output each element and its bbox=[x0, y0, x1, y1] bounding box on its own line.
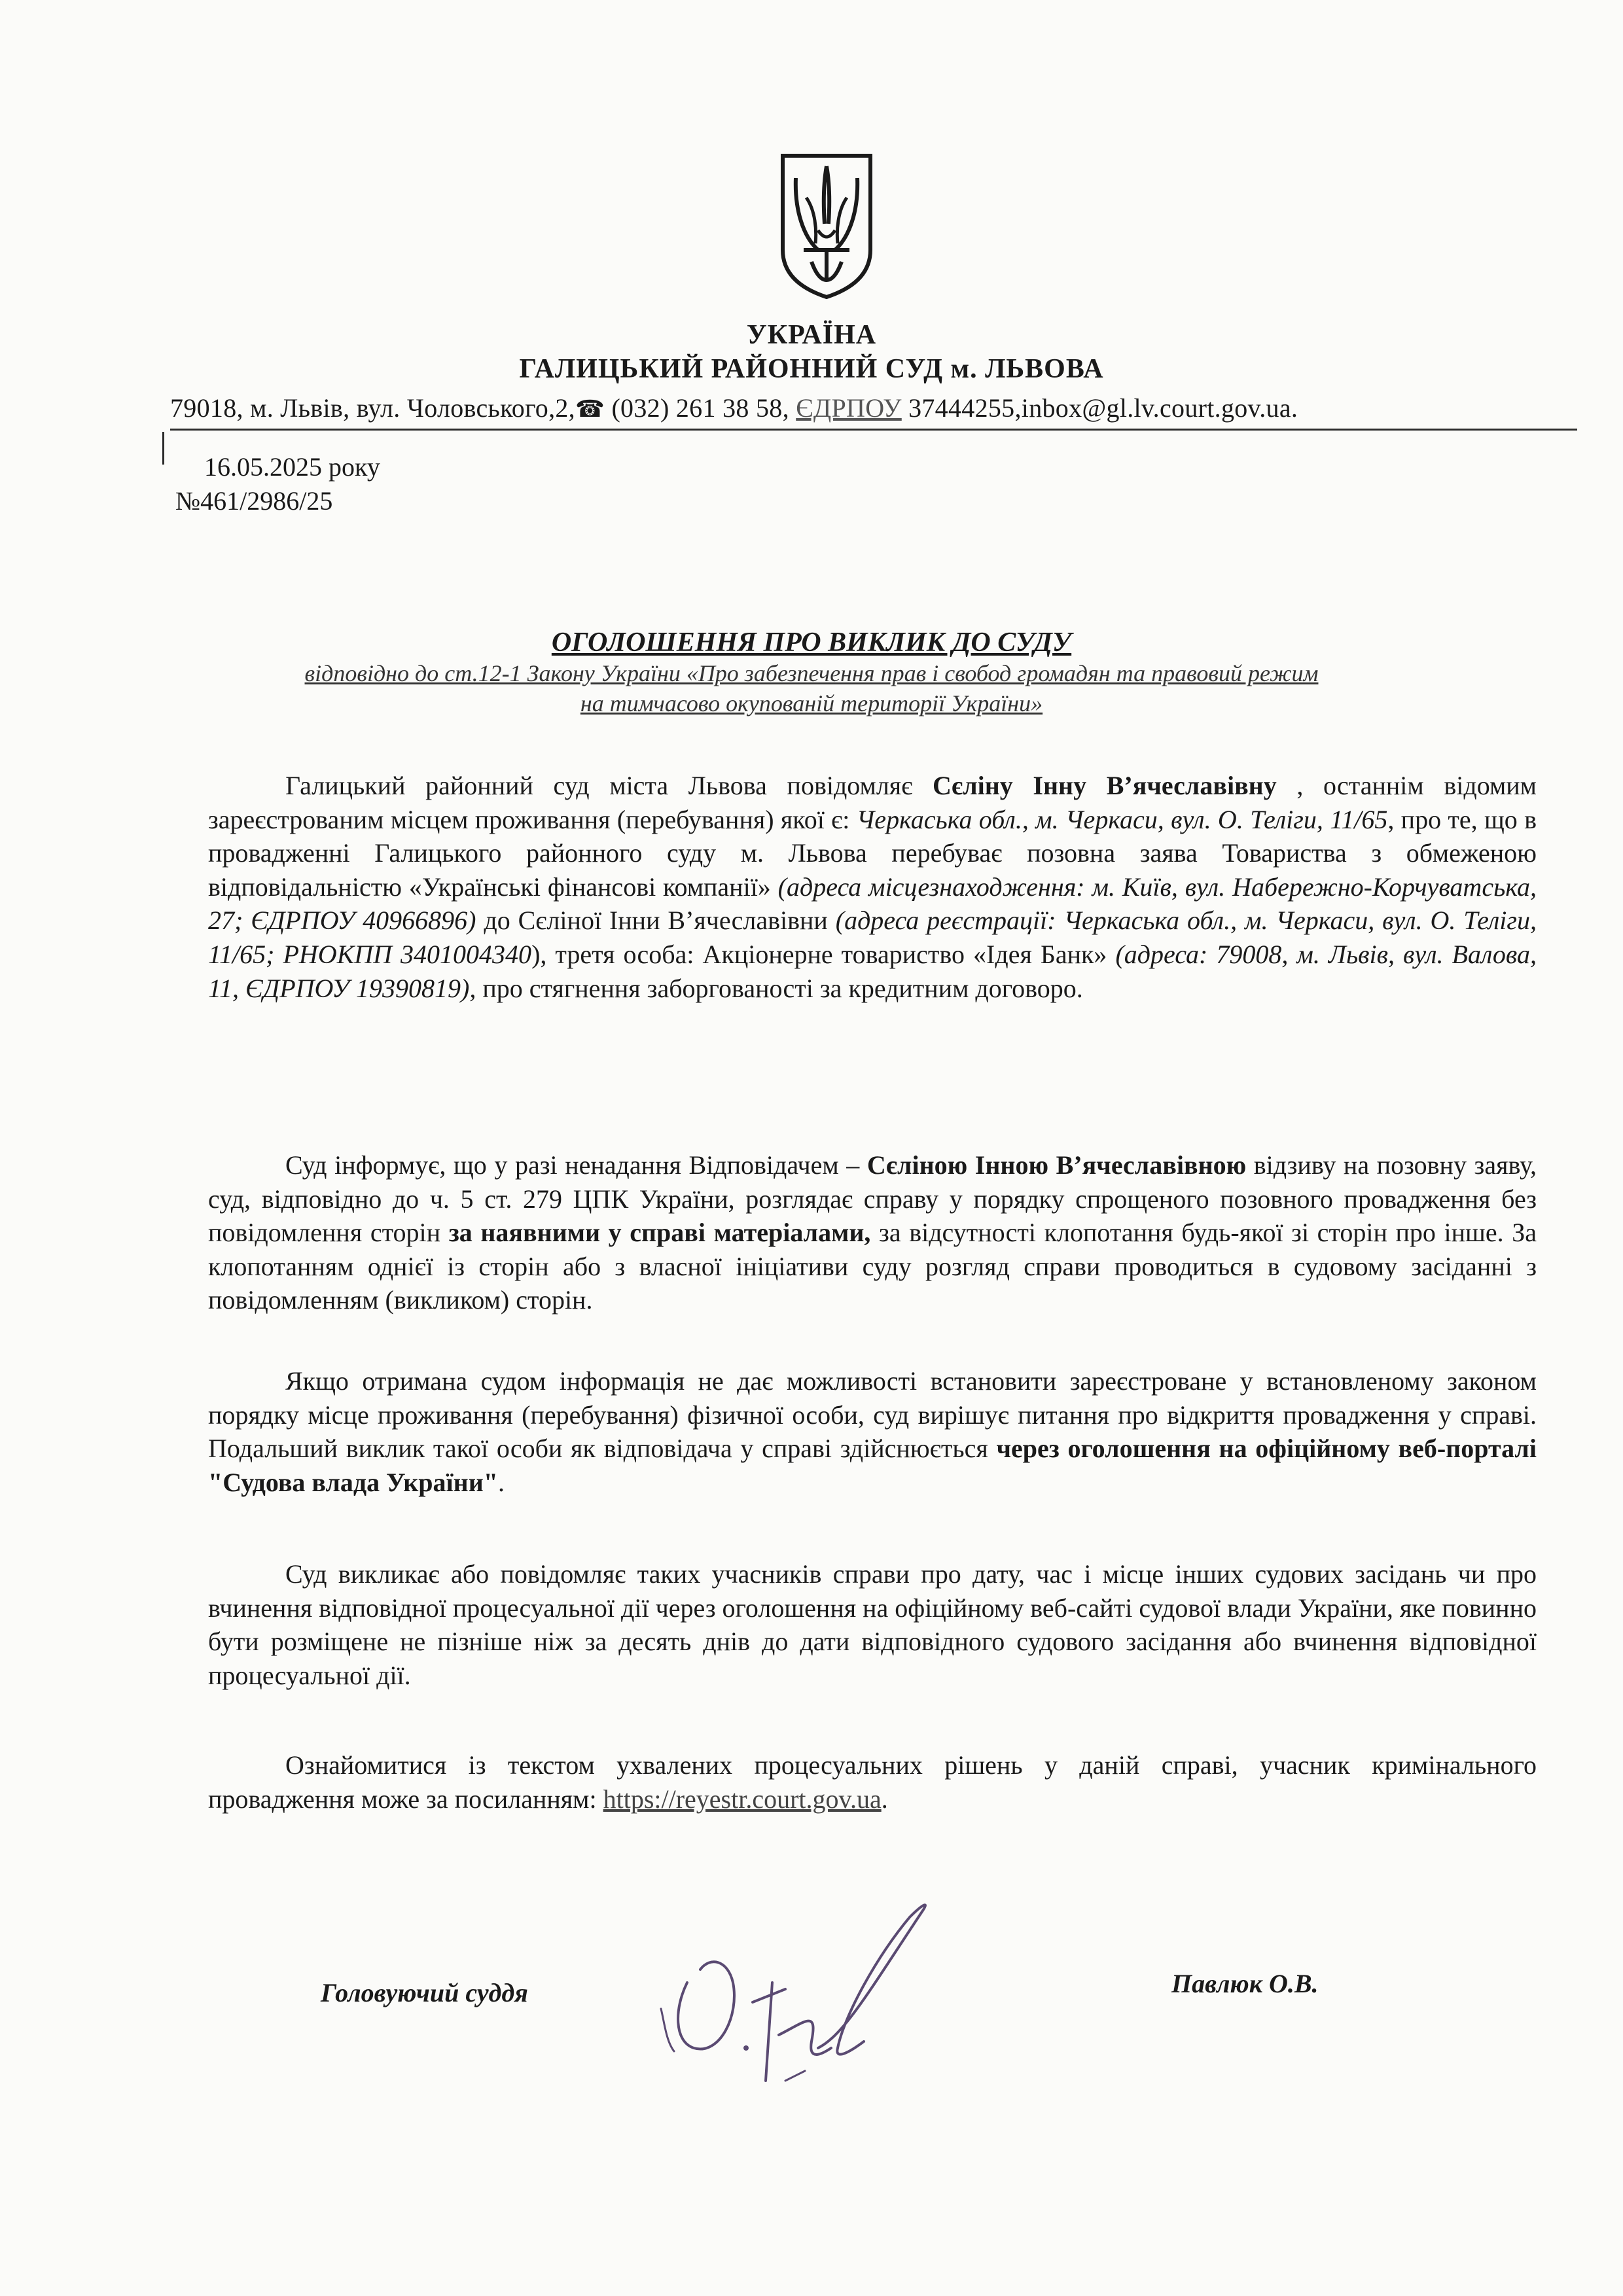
court-contacts bbox=[170, 393, 1577, 431]
paragraph-notice: Галицький районний суд міста Львова повідомляє Сєліну Інну В’ячеславівну , останнім відомим зареєстрованим місцем проживання (перебування) якої є: Черкаська обл., м. Черкаси, вул. О. Теліги, 11/65, про те, що в провадженні Галицького районного суду м. Львова перебуває позовна заява Товариства з обмеженою відповідальністю «Українські фінансові компанії» (адреса місцезнаходження: м. Київ, вул. Набережно-Корчуватська, 27; ЄДРПОУ 40966896) до Сєліної Інни В’ячеславівни (адреса реєстрації: Черкаська обл., м. Черкаси, вул. О. Теліги, 11/65; РНОКПП 3401004340), третя особа: Акціонерне товариство «Ідея Банк» (адреса: 79008, м. Львів, вул. Валова, 11, ЄДРПОУ 19390819), про стягнення заборгованості за кредитним договоро. bbox=[208, 771, 1537, 1003]
document-date: 16.05.2025 року bbox=[204, 452, 380, 482]
paragraph-registry-link: Ознайомитися із текстом ухвалених процесуальних рішень у даній справі, учасник кримінального провадження може за посиланням: https://reyestr.court.gov.ua. bbox=[208, 1750, 1537, 1814]
coat-of-arms-icon bbox=[777, 152, 876, 301]
handwritten-signature bbox=[648, 1884, 936, 2100]
court-address: 79018, м. Львів, вул. Чоловського,2, bbox=[170, 393, 575, 423]
court-phone: (032) 261 38 58, bbox=[605, 393, 796, 423]
judge-title: Головуючий суддя bbox=[321, 1978, 528, 2007]
paragraph-court-informs: Суд інформує, що у разі ненадання Відповідачем – Сєліною Інною В’ячеславівною відзиву на позовну заяву, суд, відповідно до ч. 5 ст. 279 ЦПК України, розглядає справу у порядку спрощеного позовного провадження без повідомлення сторін за наявними у справі матеріалами, за відсутності клопотання будь-якої зі сторін про інше. За клопотанням однієї із сторін або з власної ініціативи суду розгляд справи проводиться в судовому засіданні з повідомленням (викликом) сторін. bbox=[208, 1150, 1537, 1315]
paragraph-summons: Суд викликає або повідомляє таких учасників справи про дату, час і місце інших судових засідань чи про вчинення відповідної процесуальної дії через оголошення на офіційному веб-сайті судової влади України, яке повинно бути розміщене не пізніше ніж за десять днів до дати відповідного судового засідання або вчинення відповідної процесуальної дії. bbox=[208, 1559, 1537, 1690]
document-subtitle-line2: на тимчасово окупованій території України» bbox=[580, 690, 1043, 716]
judge-name: Павлюк О.В. bbox=[1171, 1969, 1319, 1998]
document-title: ОГОЛОШЕННЯ ПРО ВИКЛИК ДО СУДУ bbox=[551, 627, 1072, 658]
court-heading: ГАЛИЦЬКИЙ РАЙОННИЙ СУД м. ЛЬВОВА bbox=[519, 354, 1104, 384]
header-divider bbox=[162, 432, 164, 465]
edrpou-email: 37444255,inbox@gl.lv.court.gov.ua. bbox=[901, 393, 1298, 423]
country-heading: УКРАЇНА bbox=[746, 320, 877, 350]
defendant-name: Сєліну Інну В’ячеславівну bbox=[933, 771, 1277, 800]
document-number: №461/2986/25 bbox=[175, 486, 333, 516]
paragraph-residence-info: Якщо отримана судом інформація не дає можливості встановити зареєстроване у встановленому законом порядку місце проживання (перебування) фізичної особи, суд вирішує питання про відкриття провадження у справі. Подальший виклик такої особи як відповідача у справі здійснюється через оголошення на офіційному веб-порталі "Судова влада України". bbox=[208, 1366, 1537, 1497]
phone-icon: ☎ bbox=[575, 396, 605, 422]
document-subtitle-line1: відповідно до ст.12-1 Закону України «Про забезпечення прав і свобод громадян та правовий режим bbox=[304, 660, 1319, 686]
edrpou-label: ЄДРПОУ bbox=[796, 393, 902, 423]
registry-link[interactable]: https://reyestr.court.gov.ua bbox=[603, 1784, 882, 1814]
